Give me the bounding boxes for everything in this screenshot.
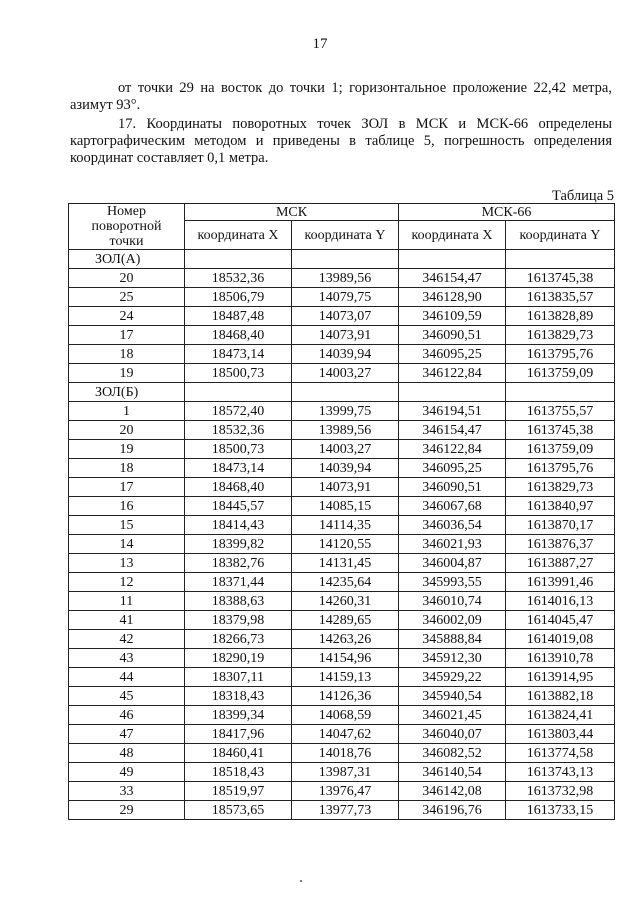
point-number-cell: 46 <box>69 706 185 725</box>
msk-y-cell: 14018,76 <box>292 744 399 763</box>
msk66-y-cell: 1613910,78 <box>506 649 615 668</box>
table-row <box>69 706 615 725</box>
msk66-y-cell: 1613991,46 <box>506 573 615 592</box>
table-body <box>69 250 615 820</box>
table-row <box>69 535 615 554</box>
table-row <box>69 649 615 668</box>
msk-y-cell: 14126,36 <box>292 687 399 706</box>
point-number-cell: 48 <box>69 744 185 763</box>
msk66-y-cell: 1613755,57 <box>506 402 615 421</box>
msk-y-cell: 14131,45 <box>292 554 399 573</box>
msk-y-cell: 14039,94 <box>292 459 399 478</box>
msk66-y-cell: 1613824,41 <box>506 706 615 725</box>
msk-x-cell: 18388,63 <box>185 592 292 611</box>
msk-x-cell: 18379,98 <box>185 611 292 630</box>
table-row <box>69 744 615 763</box>
point-number-cell: 1 <box>69 402 185 421</box>
msk66-x-cell: 346122,84 <box>399 364 506 383</box>
msk-x-cell: 18532,36 <box>185 421 292 440</box>
msk-y-cell: 13989,56 <box>292 269 399 288</box>
msk-y-cell: 14120,55 <box>292 535 399 554</box>
msk66-y-cell: 1614016,13 <box>506 592 615 611</box>
msk66-x-cell: 346142,08 <box>399 782 506 801</box>
msk-x-cell: 18532,36 <box>185 269 292 288</box>
msk66-x-cell: 346154,47 <box>399 421 506 440</box>
table-row <box>69 421 615 440</box>
msk66-x-cell: 346021,93 <box>399 535 506 554</box>
msk-x-cell: 18399,82 <box>185 535 292 554</box>
point-number-cell: 18 <box>69 459 185 478</box>
table-row <box>69 345 615 364</box>
msk-y-cell: 14260,31 <box>292 592 399 611</box>
table-row <box>69 288 615 307</box>
paragraph-1: от точки 29 на восток до точки 1; горизонтальное проложение 22,42 метра, азимут 93°. <box>70 80 612 113</box>
group-row <box>69 383 615 402</box>
msk66-x-cell: 346082,52 <box>399 744 506 763</box>
msk66-x-cell: 346154,47 <box>399 269 506 288</box>
msk66-x-cell: 345940,54 <box>399 687 506 706</box>
msk-y-cell: 14289,65 <box>292 611 399 630</box>
msk66-y-cell: 1613733,15 <box>506 801 615 820</box>
msk66-y-cell: 1613732,98 <box>506 782 615 801</box>
empty-cell <box>506 250 615 269</box>
table-row <box>69 630 615 649</box>
point-number-cell: 45 <box>69 687 185 706</box>
msk-x-cell: 18500,73 <box>185 364 292 383</box>
msk-y-cell: 14073,91 <box>292 478 399 497</box>
table-row <box>69 402 615 421</box>
msk-x-cell: 18572,40 <box>185 402 292 421</box>
point-number-cell: 16 <box>69 497 185 516</box>
msk66-x-cell: 346196,76 <box>399 801 506 820</box>
point-number-cell: 43 <box>69 649 185 668</box>
header-msk66-x: координата X <box>399 221 506 250</box>
msk-y-cell: 13977,73 <box>292 801 399 820</box>
msk66-x-cell: 345929,22 <box>399 668 506 687</box>
table-row <box>69 554 615 573</box>
page-number: 17 <box>312 36 328 52</box>
point-number-cell: 17 <box>69 478 185 497</box>
msk-y-cell: 14039,94 <box>292 345 399 364</box>
paragraph-2: 17. Координаты поворотных точек ЗОЛ в МСК и МСК-66 определены картографическим методом и приведены в таблице 5, погрешность определения координат составляет 0,1 метра. <box>70 116 612 166</box>
point-number-cell: 15 <box>69 516 185 535</box>
msk66-x-cell: 345993,55 <box>399 573 506 592</box>
msk66-x-cell: 346109,59 <box>399 307 506 326</box>
msk66-x-cell: 346090,51 <box>399 326 506 345</box>
empty-cell <box>506 383 615 402</box>
header-msk-y: координата Y <box>292 221 399 250</box>
msk-x-cell: 18518,43 <box>185 763 292 782</box>
msk66-x-cell: 346021,45 <box>399 706 506 725</box>
msk66-x-cell: 346090,51 <box>399 478 506 497</box>
msk66-y-cell: 1613803,44 <box>506 725 615 744</box>
msk-y-cell: 14073,07 <box>292 307 399 326</box>
group-label: ЗОЛ(А) <box>69 250 185 269</box>
table-row <box>69 326 615 345</box>
point-number-cell: 20 <box>69 421 185 440</box>
msk-x-cell: 18506,79 <box>185 288 292 307</box>
table-caption: Таблица 5 <box>551 188 614 204</box>
msk-y-cell: 14085,15 <box>292 497 399 516</box>
msk-x-cell: 18266,73 <box>185 630 292 649</box>
header-msk66: МСК-66 <box>399 204 615 221</box>
msk-y-cell: 14079,75 <box>292 288 399 307</box>
empty-cell <box>292 250 399 269</box>
msk66-y-cell: 1613743,13 <box>506 763 615 782</box>
msk66-x-cell: 345912,30 <box>399 649 506 668</box>
msk-x-cell: 18468,40 <box>185 326 292 345</box>
msk66-x-cell: 346036,54 <box>399 516 506 535</box>
msk66-y-cell: 1613795,76 <box>506 459 615 478</box>
point-number-cell: 13 <box>69 554 185 573</box>
coordinates-table <box>68 203 615 820</box>
msk66-y-cell: 1613829,73 <box>506 478 615 497</box>
empty-cell <box>185 250 292 269</box>
msk-x-cell: 18371,44 <box>185 573 292 592</box>
msk66-x-cell: 346010,74 <box>399 592 506 611</box>
point-number-cell: 11 <box>69 592 185 611</box>
msk66-y-cell: 1613876,37 <box>506 535 615 554</box>
msk-y-cell: 13999,75 <box>292 402 399 421</box>
msk66-x-cell: 346095,25 <box>399 459 506 478</box>
msk66-y-cell: 1613840,97 <box>506 497 615 516</box>
msk66-x-cell: 346095,25 <box>399 345 506 364</box>
msk-x-cell: 18460,41 <box>185 744 292 763</box>
point-number-cell: 19 <box>69 364 185 383</box>
msk-y-cell: 14068,59 <box>292 706 399 725</box>
msk66-y-cell: 1613795,76 <box>506 345 615 364</box>
table-row <box>69 478 615 497</box>
msk66-y-cell: 1613914,95 <box>506 668 615 687</box>
header-point-number: Номер поворотной точки <box>69 204 185 250</box>
empty-cell <box>292 383 399 402</box>
msk-x-cell: 18307,11 <box>185 668 292 687</box>
table-row <box>69 440 615 459</box>
msk66-y-cell: 1613759,09 <box>506 364 615 383</box>
msk66-x-cell: 346140,54 <box>399 763 506 782</box>
msk-y-cell: 14003,27 <box>292 440 399 459</box>
point-number-cell: 17 <box>69 326 185 345</box>
msk66-x-cell: 346067,68 <box>399 497 506 516</box>
msk-x-cell: 18414,43 <box>185 516 292 535</box>
table-row <box>69 307 615 326</box>
table-row <box>69 668 615 687</box>
msk-y-cell: 14073,91 <box>292 326 399 345</box>
msk-x-cell: 18468,40 <box>185 478 292 497</box>
msk-x-cell: 18487,48 <box>185 307 292 326</box>
msk66-y-cell: 1613835,57 <box>506 288 615 307</box>
empty-cell <box>399 383 506 402</box>
msk-y-cell: 14263,26 <box>292 630 399 649</box>
table-row <box>69 573 615 592</box>
msk66-y-cell: 1613745,38 <box>506 269 615 288</box>
point-number-cell: 33 <box>69 782 185 801</box>
msk66-y-cell: 1613829,73 <box>506 326 615 345</box>
point-number-cell: 20 <box>69 269 185 288</box>
table-row <box>69 611 615 630</box>
point-number-cell: 42 <box>69 630 185 649</box>
msk-y-cell: 14154,96 <box>292 649 399 668</box>
point-number-cell: 44 <box>69 668 185 687</box>
point-number-cell: 49 <box>69 763 185 782</box>
msk66-y-cell: 1613774,58 <box>506 744 615 763</box>
msk-y-cell: 14159,13 <box>292 668 399 687</box>
msk66-y-cell: 1614019,08 <box>506 630 615 649</box>
point-number-cell: 29 <box>69 801 185 820</box>
group-label: ЗОЛ(Б) <box>69 383 185 402</box>
msk-x-cell: 18473,14 <box>185 459 292 478</box>
msk-y-cell: 14114,35 <box>292 516 399 535</box>
msk66-x-cell: 346194,51 <box>399 402 506 421</box>
msk-x-cell: 18318,43 <box>185 687 292 706</box>
msk-x-cell: 18519,97 <box>185 782 292 801</box>
msk66-y-cell: 1613887,27 <box>506 554 615 573</box>
msk66-x-cell: 346002,09 <box>399 611 506 630</box>
msk-x-cell: 18473,14 <box>185 345 292 364</box>
msk-x-cell: 18445,57 <box>185 497 292 516</box>
msk-x-cell: 18290,19 <box>185 649 292 668</box>
table-row <box>69 497 615 516</box>
msk66-x-cell: 346004,87 <box>399 554 506 573</box>
msk66-y-cell: 1613828,89 <box>506 307 615 326</box>
msk66-x-cell: 345888,84 <box>399 630 506 649</box>
group-row <box>69 250 615 269</box>
header-msk: МСК <box>185 204 399 221</box>
table-row <box>69 364 615 383</box>
point-number-cell: 19 <box>69 440 185 459</box>
empty-cell <box>185 383 292 402</box>
table-row <box>69 763 615 782</box>
msk-y-cell: 14003,27 <box>292 364 399 383</box>
table-row <box>69 516 615 535</box>
msk66-y-cell: 1613870,17 <box>506 516 615 535</box>
point-number-cell: 14 <box>69 535 185 554</box>
msk66-y-cell: 1614045,47 <box>506 611 615 630</box>
msk-y-cell: 13976,47 <box>292 782 399 801</box>
point-number-cell: 12 <box>69 573 185 592</box>
point-number-cell: 25 <box>69 288 185 307</box>
msk-x-cell: 18573,65 <box>185 801 292 820</box>
empty-cell <box>399 250 506 269</box>
msk-y-cell: 13989,56 <box>292 421 399 440</box>
point-number-cell: 24 <box>69 307 185 326</box>
point-number-cell: 47 <box>69 725 185 744</box>
msk66-y-cell: 1613745,38 <box>506 421 615 440</box>
msk66-y-cell: 1613882,18 <box>506 687 615 706</box>
table-row <box>69 592 615 611</box>
scan-speck <box>300 880 302 882</box>
msk-x-cell: 18500,73 <box>185 440 292 459</box>
msk66-x-cell: 346128,90 <box>399 288 506 307</box>
table-row <box>69 459 615 478</box>
point-number-cell: 18 <box>69 345 185 364</box>
header-msk-x: координата X <box>185 221 292 250</box>
table-row <box>69 801 615 820</box>
msk-y-cell: 14235,64 <box>292 573 399 592</box>
table-row <box>69 782 615 801</box>
msk-x-cell: 18417,96 <box>185 725 292 744</box>
msk-x-cell: 18382,76 <box>185 554 292 573</box>
msk66-y-cell: 1613759,09 <box>506 440 615 459</box>
msk66-x-cell: 346040,07 <box>399 725 506 744</box>
header-msk66-y: координата Y <box>506 221 615 250</box>
point-number-cell: 41 <box>69 611 185 630</box>
msk-y-cell: 14047,62 <box>292 725 399 744</box>
msk-y-cell: 13987,31 <box>292 763 399 782</box>
table-row <box>69 725 615 744</box>
table-row <box>69 687 615 706</box>
msk66-x-cell: 346122,84 <box>399 440 506 459</box>
table-row <box>69 269 615 288</box>
msk-x-cell: 18399,34 <box>185 706 292 725</box>
